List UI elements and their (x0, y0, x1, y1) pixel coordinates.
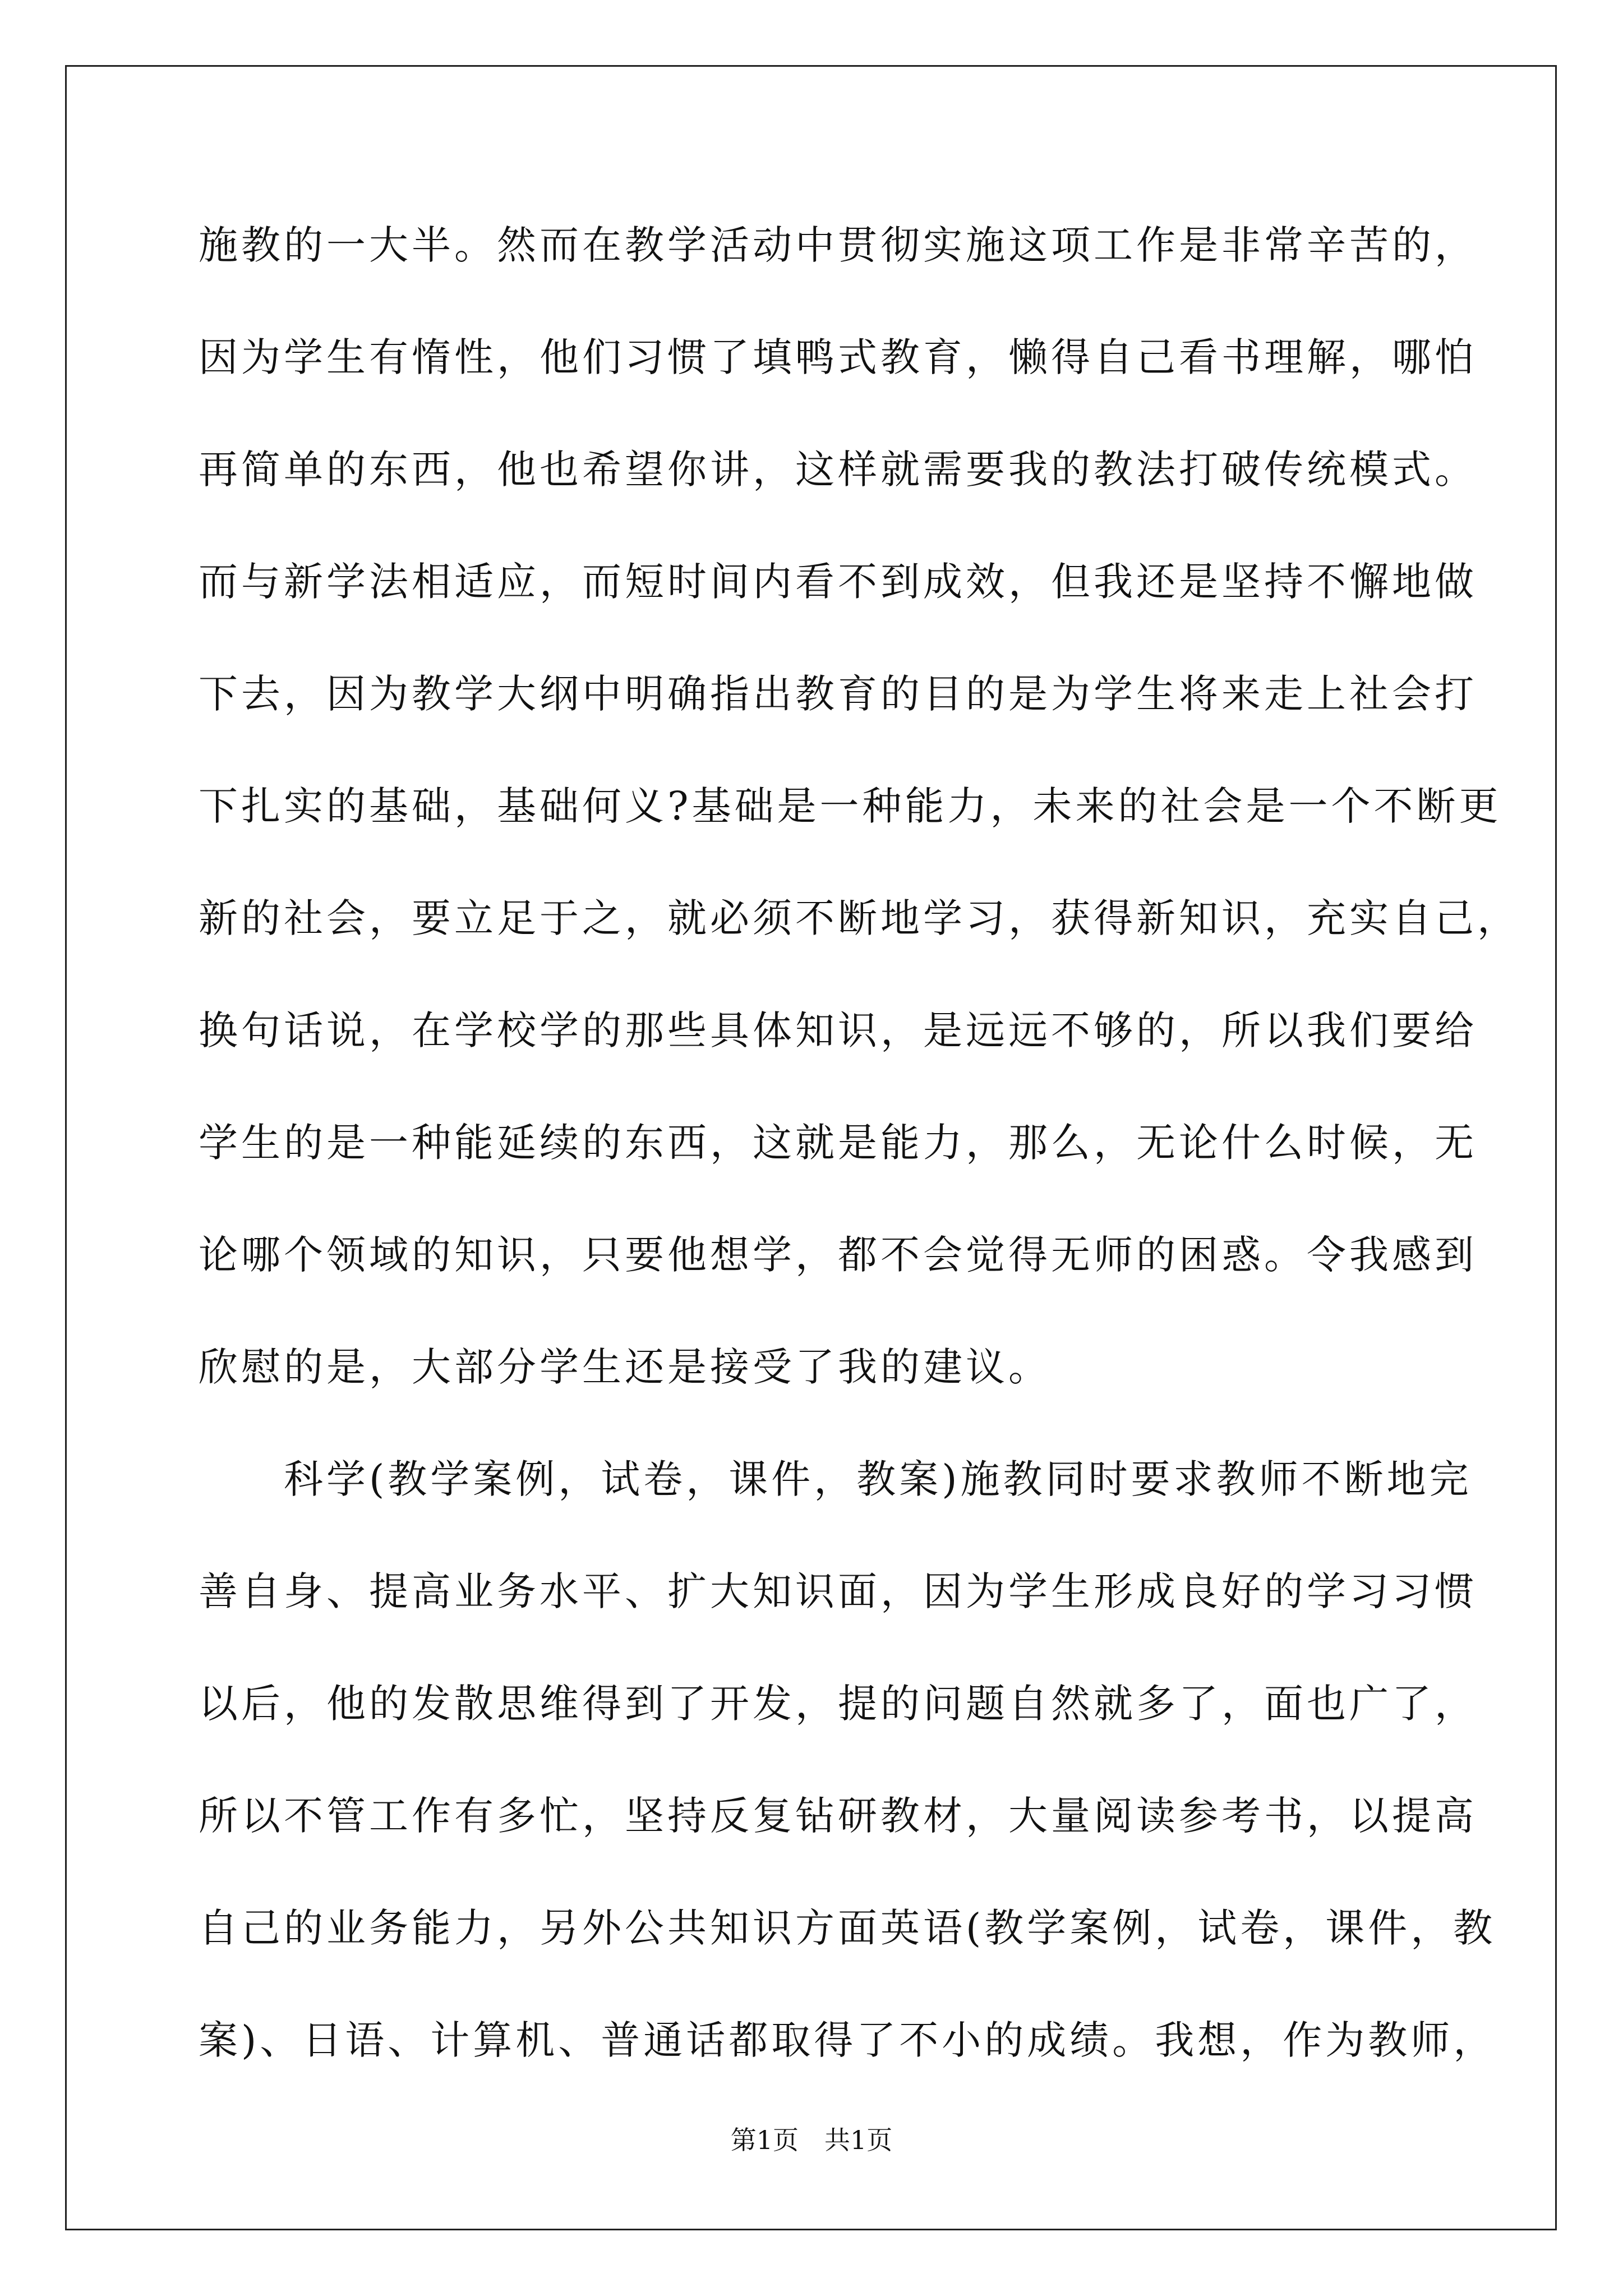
text-line: 新的社会，要立足于之，就必须不断地学习，获得新知识，充实自己， (199, 895, 1520, 941)
text-line: 欣慰的是，大部分学生还是接受了我的建议。 (199, 1344, 1051, 1390)
text-line: 施教的一大半。然而在教学活动中贯彻实施这项工作是非常辛苦的， (199, 222, 1477, 268)
text-line: 案)、日语、计算机、普通话都取得了不小的成绩。我想，作为教师， (199, 2017, 1496, 2063)
text-line: 下去，因为教学大纲中明确指出教育的目的是为学生将来走上社会打 (199, 671, 1477, 717)
text-line: 以后，他的发散思维得到了开发，提的问题自然就多了，面也广了， (199, 1681, 1477, 1727)
text-line: 善自身、提高业务水平、扩大知识面，因为学生形成良好的学习习惯 (199, 1568, 1477, 1614)
page-footer: 第1页 共1页 (730, 2125, 893, 2155)
text-line: 学生的是一种能延续的东西，这就是能力，那么，无论什么时候，无 (199, 1120, 1477, 1166)
text-line: 因为学生有惰性，他们习惯了填鸭式教育，懒得自己看书理解，哪怕 (199, 334, 1477, 380)
text-line: 下扎实的基础，基础何义?基础是一种能力，未来的社会是一个不断更 (199, 783, 1502, 829)
text-line: 科学(教学案例，试卷，课件，教案)施教同时要求教师不断地完 (199, 1456, 1472, 1502)
text-line: 换句话说，在学校学的那些具体知识，是远远不够的，所以我们要给 (199, 1007, 1477, 1053)
text-line: 而与新学法相适应，而短时间内看不到成效，但我还是坚持不懈地做 (199, 559, 1477, 605)
text-line: 所以不管工作有多忙，坚持反复钻研教材，大量阅读参考书，以提高 (199, 1793, 1477, 1839)
text-line: 再简单的东西，他也希望你讲，这样就需要我的教法打破传统模式。 (199, 447, 1477, 493)
text-line: 自己的业务能力，另外公共知识方面英语(教学案例，试卷，课件，教 (199, 1905, 1496, 1951)
text-line: 论哪个领域的知识，只要他想学，都不会觉得无师的困惑。令我感到 (199, 1232, 1477, 1278)
